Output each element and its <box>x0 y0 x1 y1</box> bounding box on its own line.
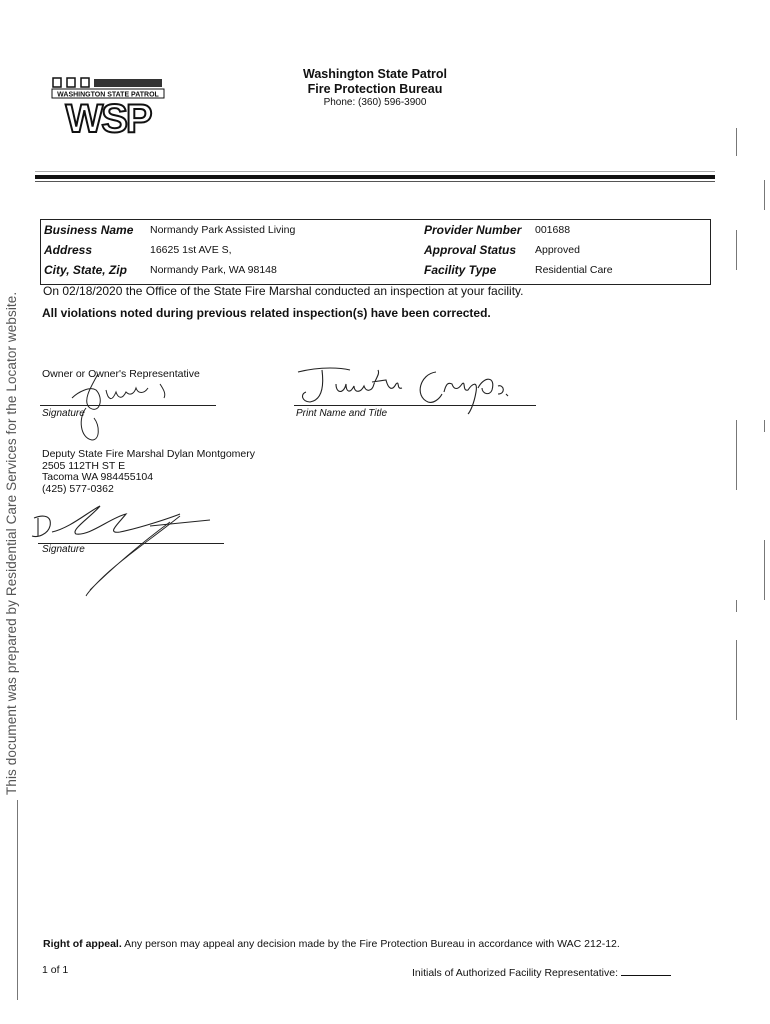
header-rule-thin <box>35 181 715 182</box>
owner-representative-label: Owner or Owner's Representative <box>42 368 200 380</box>
marshal-street: 2505 112TH ST E <box>42 459 126 472</box>
approval-status-value: Approved <box>535 244 580 256</box>
violations-statement: All violations noted during previous related inspection(s) have been corrected. <box>42 306 491 320</box>
bureau-name: Fire Protection Bureau <box>307 82 443 96</box>
marshal-signature-label: Signature <box>42 544 85 555</box>
appeal-heading: Right of appeal. <box>43 938 122 950</box>
letterhead <box>230 67 520 108</box>
initials-line <box>621 975 671 976</box>
right-of-appeal <box>43 938 620 950</box>
facility-info-box <box>40 219 711 285</box>
city-state-zip-value: Normandy Park, WA 98148 <box>150 264 277 276</box>
business-name-label: Business Name <box>44 223 134 237</box>
side-rule <box>17 800 18 1000</box>
side-note-text: This document was prepared by Residential Care Services for the Locator website. <box>4 291 19 795</box>
scan-mark <box>764 420 765 432</box>
page-number: 1 of 1 <box>42 964 69 976</box>
info-row-3 <box>41 263 710 283</box>
bureau-phone: Phone: (360) 596-3900 <box>323 97 427 108</box>
owner-signature-line <box>40 405 216 406</box>
header-rule-thick <box>35 175 715 179</box>
fire-marshal-contact <box>42 449 255 495</box>
initials-label: Initials of Authorized Facility Representative: <box>412 967 619 979</box>
wsp-logo <box>50 76 168 134</box>
scan-mark <box>736 128 737 156</box>
appeal-text: Any person may appeal any decision made by the Fire Protection Bureau in accordance with WAC 212-12. <box>121 938 620 950</box>
marshal-phone: (425) 577-0362 <box>42 482 114 495</box>
svg-text:WASHINGTON STATE PATROL: WASHINGTON STATE PATROL <box>57 91 159 99</box>
address-value: 16625 1st AVE S, <box>150 244 232 256</box>
print-name-line <box>294 405 536 406</box>
info-row-2 <box>41 243 710 263</box>
initials-field <box>412 967 671 979</box>
scan-mark <box>764 540 765 600</box>
scan-mark <box>764 180 765 210</box>
owner-signature-scribble <box>60 368 180 444</box>
scan-mark <box>736 420 737 490</box>
header-rule-faint <box>35 171 715 172</box>
facility-type-label: Facility Type <box>424 263 497 277</box>
scan-mark <box>736 600 737 612</box>
inspection-statement: On 02/18/2020 the Office of the State Fire Marshal conducted an inspection at your facility. <box>43 284 524 298</box>
marshal-city: Tacoma WA 984455104 <box>42 471 154 483</box>
scan-mark <box>736 230 737 270</box>
owner-signature-label: Signature <box>42 408 85 419</box>
agency-name: Washington State Patrol <box>303 67 447 81</box>
provider-number-label: Provider Number <box>424 223 522 237</box>
print-name-label: Print Name and Title <box>296 408 388 419</box>
svg-text:WSP: WSP <box>65 97 151 134</box>
facility-type-value: Residential Care <box>535 264 613 276</box>
marshal-title: Deputy State Fire Marshal Dylan Montgomery <box>42 448 255 460</box>
info-row-1 <box>41 223 710 243</box>
address-label: Address <box>44 243 93 257</box>
approval-status-label: Approval Status <box>424 243 517 257</box>
scan-mark <box>736 640 737 720</box>
business-name-value: Normandy Park Assisted Living <box>150 224 296 236</box>
provider-number-value: 001688 <box>535 224 571 236</box>
city-state-zip-label: City, State, Zip <box>44 263 127 277</box>
